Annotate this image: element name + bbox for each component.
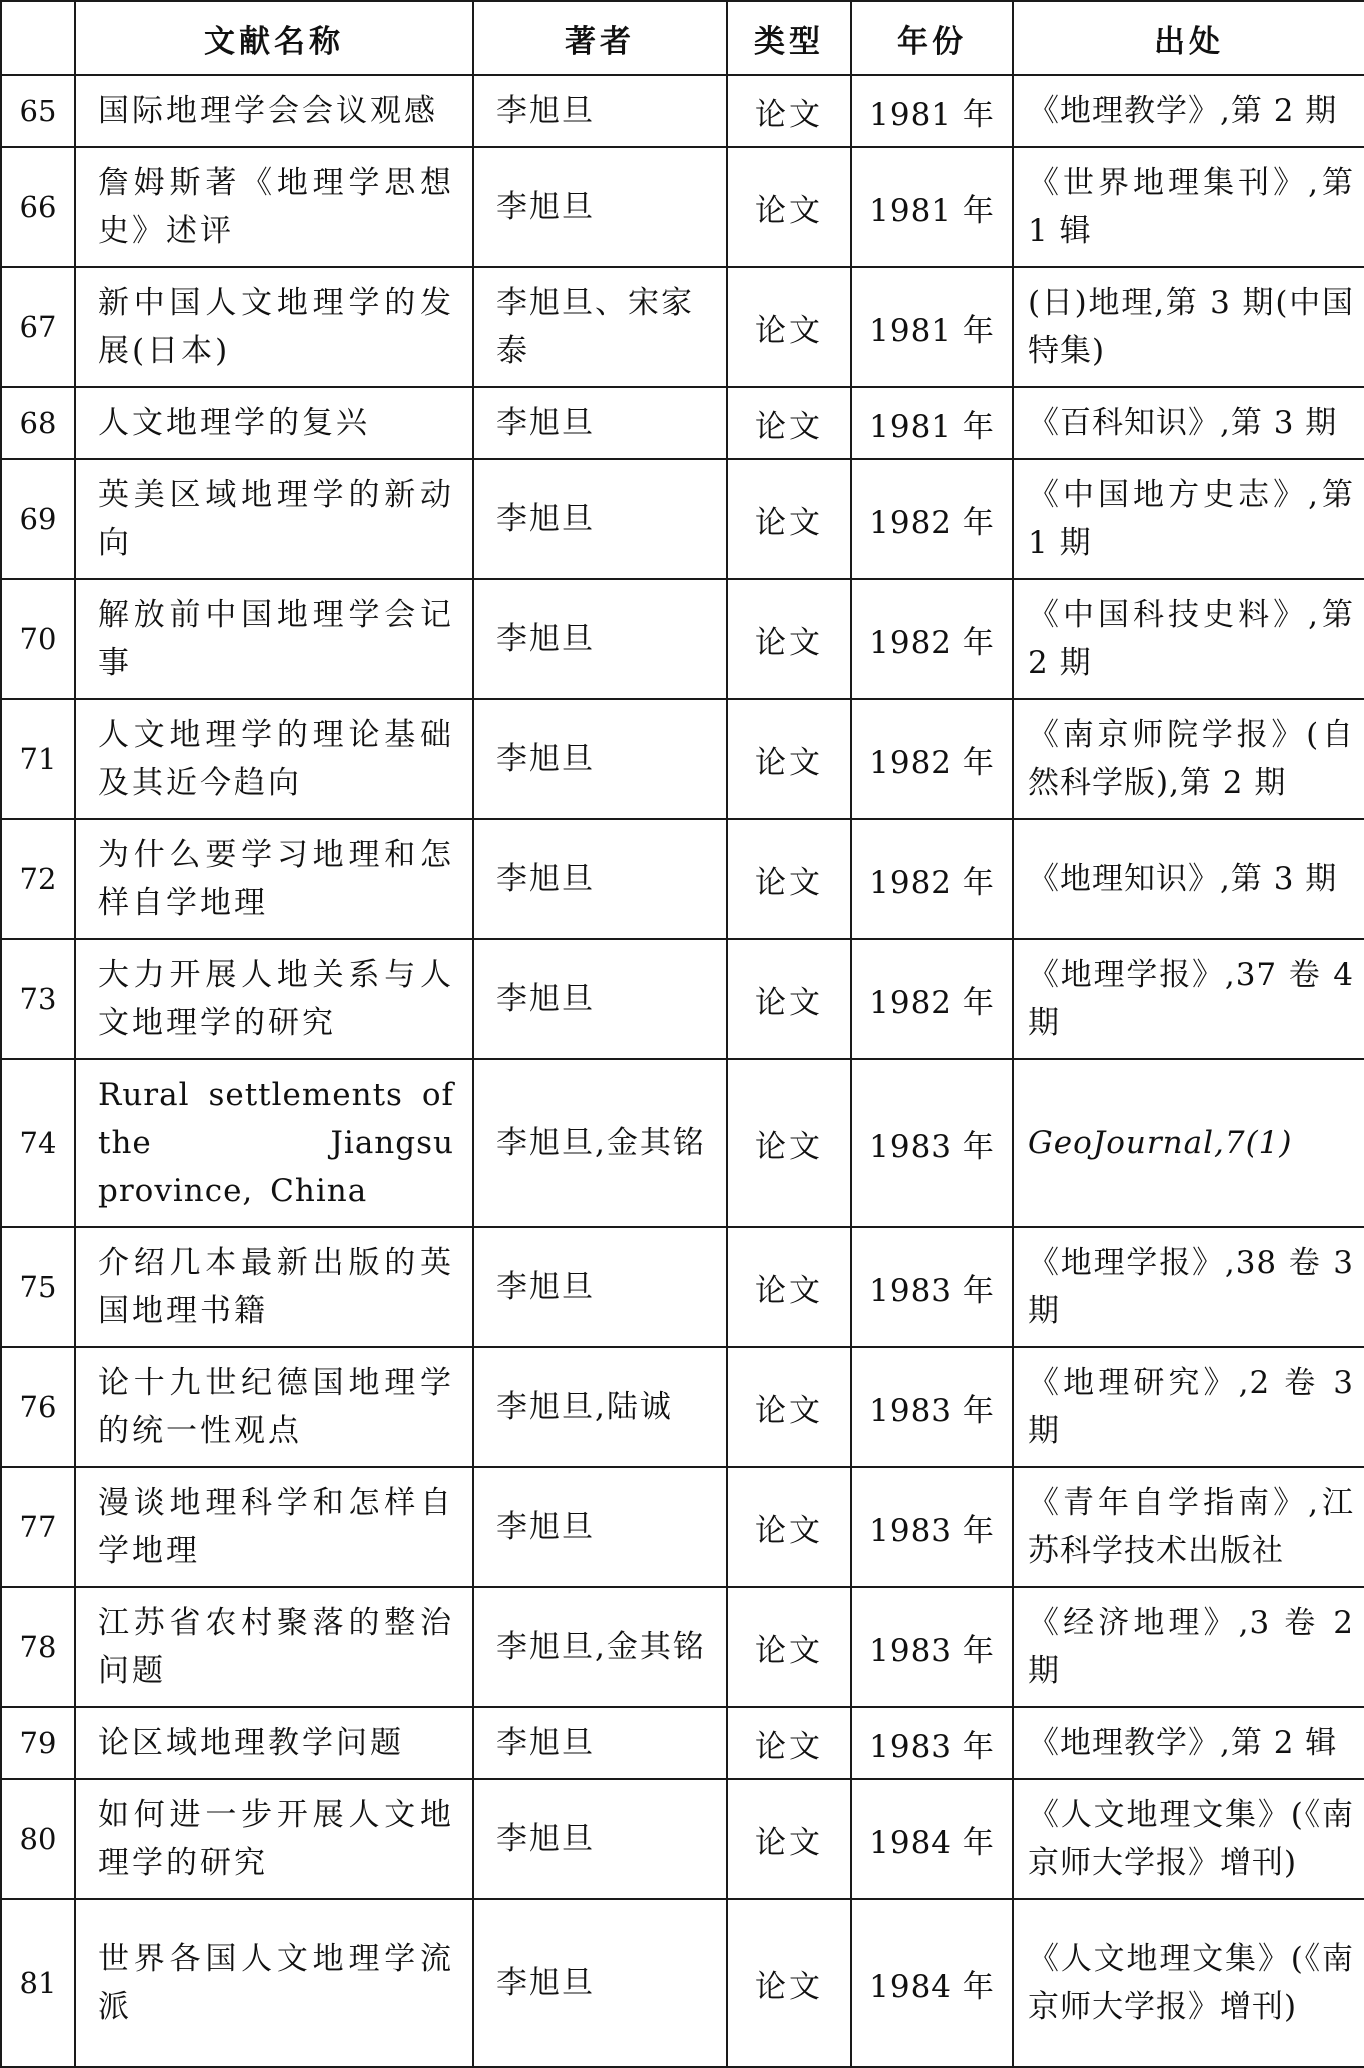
document-title: 解放前中国地理学会记事 [75, 579, 473, 699]
document-type: 论文 [727, 1227, 851, 1347]
row-number: 71 [1, 699, 75, 819]
source: (日)地理,第 3 期(中国特集) [1013, 267, 1364, 387]
source: 《青年自学指南》,江苏科学技术出版社 [1013, 1467, 1364, 1587]
year: 1983 年 [851, 1707, 1013, 1779]
author: 李旭旦 [473, 1707, 727, 1779]
source: 《地理教学》,第 2 辑 [1013, 1707, 1364, 1779]
document-type: 论文 [727, 1587, 851, 1707]
document-type: 论文 [727, 819, 851, 939]
document-title: 漫谈地理科学和怎样自学地理 [75, 1467, 473, 1587]
source: 《人文地理文集》(《南京师大学报》增刊) [1013, 1779, 1364, 1899]
document-title: 英美区域地理学的新动向 [75, 459, 473, 579]
row-number: 69 [1, 459, 75, 579]
table-row [1, 147, 1364, 267]
document-type: 论文 [727, 75, 851, 147]
row-number: 75 [1, 1227, 75, 1347]
row-number: 70 [1, 579, 75, 699]
table-row [1, 459, 1364, 579]
table-row [1, 1707, 1364, 1779]
document-type: 论文 [727, 1779, 851, 1899]
document-title: 论十九世纪德国地理学的统一性观点 [75, 1347, 473, 1467]
document-title: 大力开展人地关系与人文地理学的研究 [75, 939, 473, 1059]
table-row [1, 939, 1364, 1059]
table-row [1, 1227, 1364, 1347]
author: 李旭旦 [473, 147, 727, 267]
row-number: 68 [1, 387, 75, 459]
year: 1981 年 [851, 387, 1013, 459]
author: 李旭旦,金其铭 [473, 1059, 727, 1227]
document-type: 论文 [727, 699, 851, 819]
year: 1982 年 [851, 939, 1013, 1059]
year: 1981 年 [851, 75, 1013, 147]
year: 1983 年 [851, 1227, 1013, 1347]
header-author: 著者 [473, 1, 727, 75]
document-type: 论文 [727, 1707, 851, 1779]
header-type: 类型 [727, 1, 851, 75]
year: 1983 年 [851, 1059, 1013, 1227]
source: 《中国地方史志》,第 1 期 [1013, 459, 1364, 579]
document-type: 论文 [727, 1899, 851, 2067]
document-title: 人文地理学的理论基础及其近今趋向 [75, 699, 473, 819]
document-title: 江苏省农村聚落的整治问题 [75, 1587, 473, 1707]
table-row [1, 1587, 1364, 1707]
document-type: 论文 [727, 387, 851, 459]
table-row [1, 1059, 1364, 1227]
author: 李旭旦 [473, 1227, 727, 1347]
header-row [1, 1, 1364, 75]
header-year: 年份 [851, 1, 1013, 75]
table-row [1, 1779, 1364, 1899]
source: 《地理学报》,37 卷 4 期 [1013, 939, 1364, 1059]
author: 李旭旦 [473, 579, 727, 699]
document-type: 论文 [727, 459, 851, 579]
author: 李旭旦 [473, 75, 727, 147]
table-row [1, 579, 1364, 699]
document-type: 论文 [727, 1467, 851, 1587]
source: GeoJournal,7(1) [1013, 1059, 1364, 1227]
author: 李旭旦 [473, 939, 727, 1059]
table-row [1, 699, 1364, 819]
source: 《世界地理集刊》,第 1 辑 [1013, 147, 1364, 267]
document-title: 论区域地理教学问题 [75, 1707, 473, 1779]
document-title: 为什么要学习地理和怎样自学地理 [75, 819, 473, 939]
row-number: 65 [1, 75, 75, 147]
author: 李旭旦,陆诚 [473, 1347, 727, 1467]
table-row [1, 1347, 1364, 1467]
year: 1984 年 [851, 1779, 1013, 1899]
table-row [1, 75, 1364, 147]
author: 李旭旦 [473, 1779, 727, 1899]
year: 1981 年 [851, 267, 1013, 387]
table-row [1, 819, 1364, 939]
source: 《地理研究》,2 卷 3 期 [1013, 1347, 1364, 1467]
source: 《百科知识》,第 3 期 [1013, 387, 1364, 459]
year: 1984 年 [851, 1899, 1013, 2067]
author: 李旭旦 [473, 1899, 727, 2067]
row-number: 79 [1, 1707, 75, 1779]
author: 李旭旦 [473, 699, 727, 819]
table-row [1, 1899, 1364, 2067]
row-number: 74 [1, 1059, 75, 1227]
table-row [1, 267, 1364, 387]
year: 1983 年 [851, 1587, 1013, 1707]
author: 李旭旦 [473, 387, 727, 459]
document-title: 介绍几本最新出版的英国地理书籍 [75, 1227, 473, 1347]
document-type: 论文 [727, 1347, 851, 1467]
row-number: 66 [1, 147, 75, 267]
author: 李旭旦、宋家泰 [473, 267, 727, 387]
source: 《地理学报》,38 卷 3 期 [1013, 1227, 1364, 1347]
year: 1981 年 [851, 147, 1013, 267]
source: 《经济地理》,3 卷 2 期 [1013, 1587, 1364, 1707]
document-title: 如何进一步开展人文地理学的研究 [75, 1779, 473, 1899]
source: 《人文地理文集》(《南京师大学报》增刊) [1013, 1899, 1364, 2067]
document-type: 论文 [727, 147, 851, 267]
author: 李旭旦 [473, 459, 727, 579]
year: 1983 年 [851, 1347, 1013, 1467]
document-title: Rural settlements of the Jiangsu province, China [75, 1059, 473, 1227]
source: 《地理教学》,第 2 期 [1013, 75, 1364, 147]
row-number: 76 [1, 1347, 75, 1467]
header-title: 文献名称 [75, 1, 473, 75]
document-title: 国际地理学会会议观感 [75, 75, 473, 147]
row-number: 77 [1, 1467, 75, 1587]
row-number: 80 [1, 1779, 75, 1899]
source: 《中国科技史料》,第 2 期 [1013, 579, 1364, 699]
row-number: 67 [1, 267, 75, 387]
header-number [1, 1, 75, 75]
source: 《地理知识》,第 3 期 [1013, 819, 1364, 939]
author: 李旭旦,金其铭 [473, 1587, 727, 1707]
document-title: 世界各国人文地理学流派 [75, 1899, 473, 2067]
header-source: 出处 [1013, 1, 1364, 75]
year: 1983 年 [851, 1467, 1013, 1587]
document-type: 论文 [727, 939, 851, 1059]
document-type: 论文 [727, 1059, 851, 1227]
table-row [1, 387, 1364, 459]
author: 李旭旦 [473, 1467, 727, 1587]
year: 1982 年 [851, 579, 1013, 699]
document-type: 论文 [727, 579, 851, 699]
year: 1982 年 [851, 699, 1013, 819]
document-title: 人文地理学的复兴 [75, 387, 473, 459]
row-number: 81 [1, 1899, 75, 2067]
year: 1982 年 [851, 459, 1013, 579]
row-number: 78 [1, 1587, 75, 1707]
document-title: 新中国人文地理学的发展(日本) [75, 267, 473, 387]
table-row [1, 1467, 1364, 1587]
document-title: 詹姆斯著《地理学思想史》述评 [75, 147, 473, 267]
author: 李旭旦 [473, 819, 727, 939]
source: 《南京师院学报》(自然科学版),第 2 期 [1013, 699, 1364, 819]
document-type: 论文 [727, 267, 851, 387]
row-number: 73 [1, 939, 75, 1059]
year: 1982 年 [851, 819, 1013, 939]
row-number: 72 [1, 819, 75, 939]
